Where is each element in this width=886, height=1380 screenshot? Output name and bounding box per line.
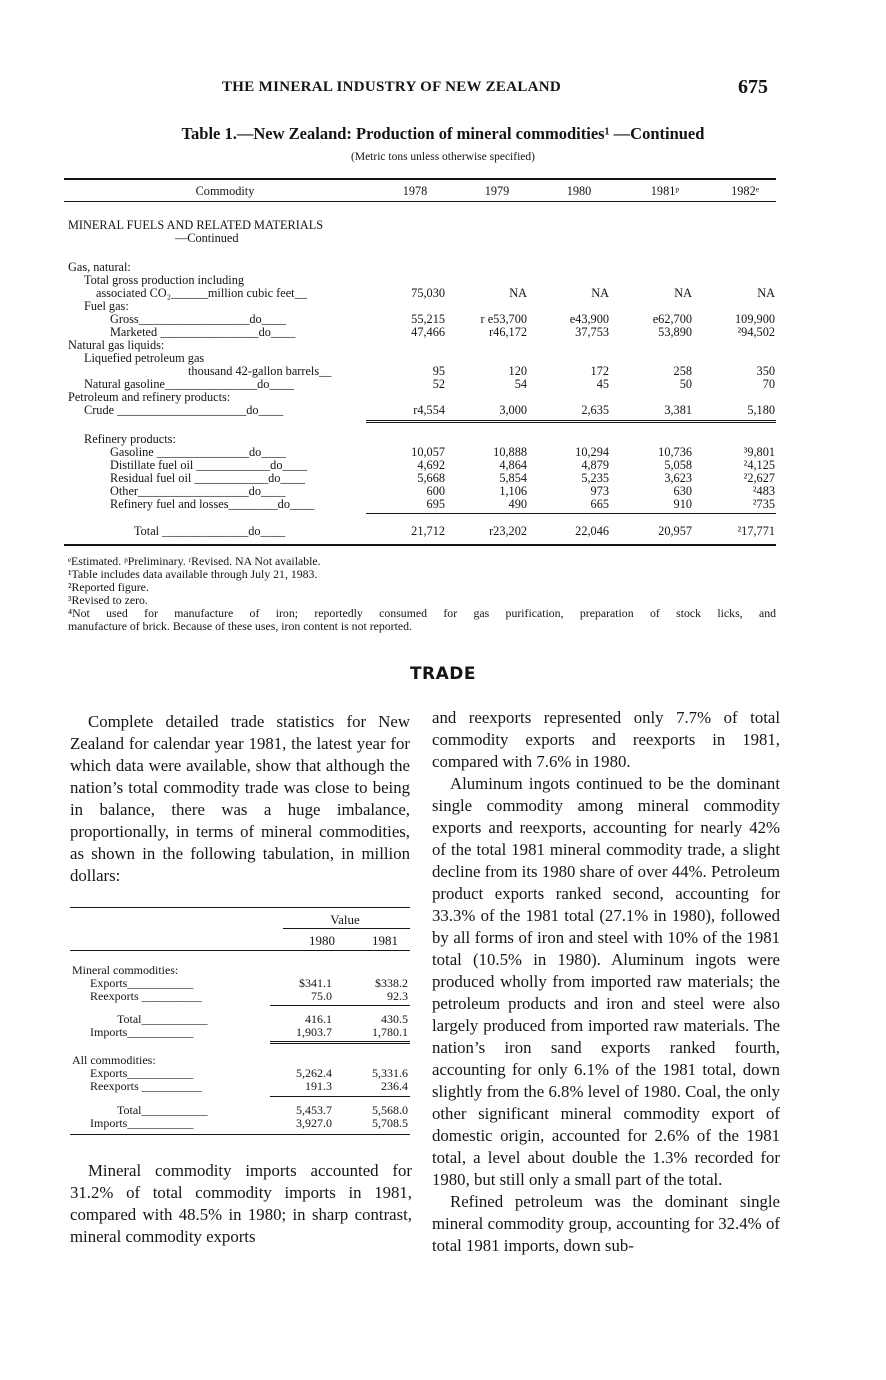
cell-gross-1981: e62,700 bbox=[652, 312, 692, 326]
small-a-total-1981: 5,568.0 bbox=[372, 1103, 408, 1117]
row-gasoline: Gasoline _______________do____ bbox=[110, 445, 286, 459]
cell-total-1981: 20,957 bbox=[658, 524, 692, 538]
small-m-total-1980: 416.1 bbox=[305, 1012, 332, 1026]
small-a-imports-1981: 5,708.5 bbox=[372, 1116, 408, 1130]
cell-lpg-1980: 172 bbox=[590, 364, 609, 378]
cell-natgas-1980: 45 bbox=[596, 377, 609, 391]
small-table-col-1981: 1981 bbox=[372, 933, 398, 948]
section-continued: —Continued bbox=[175, 231, 239, 245]
col-header-1982e: 1982ᵉ bbox=[731, 184, 759, 198]
cell-other-1980: 973 bbox=[590, 484, 609, 498]
row-total: Total ______________do____ bbox=[134, 524, 286, 538]
small-table-mineral: Mineral commodities: bbox=[72, 963, 179, 977]
small-m-total: Total___________ bbox=[117, 1012, 208, 1026]
row-residual: Residual fuel oil ____________do____ bbox=[110, 471, 306, 485]
small-a-subtotal-rule bbox=[270, 1096, 410, 1097]
cell-marketed-1980: 37,753 bbox=[575, 325, 609, 339]
page-number: 675 bbox=[738, 76, 768, 98]
cell-natgas-1982: 70 bbox=[762, 377, 775, 391]
cell-marketed-1982: ²94,502 bbox=[737, 325, 775, 339]
small-m-imports-1980: 1,903.7 bbox=[296, 1025, 332, 1039]
row-lpg-line2: thousand 42-gallon barrels__ bbox=[188, 364, 332, 378]
row-petroleum: Petroleum and refinery products: bbox=[68, 390, 231, 404]
footnote-3: ³Revised to zero. bbox=[68, 593, 148, 607]
small-m-double-rule bbox=[270, 1041, 410, 1044]
crude-double-rule bbox=[366, 420, 776, 423]
cell-total-1979: r23,202 bbox=[489, 524, 527, 538]
small-a-reexports-1981: 236.4 bbox=[381, 1079, 408, 1093]
small-table-col-1980: 1980 bbox=[309, 933, 335, 948]
cell-gross-1980: e43,900 bbox=[569, 312, 609, 326]
cell-total-gross-1979: NA bbox=[509, 286, 527, 300]
cell-other-1978: 600 bbox=[426, 484, 445, 498]
row-distillate: Distillate fuel oil ____________do____ bbox=[110, 458, 308, 472]
small-m-imports-1981: 1,780.1 bbox=[372, 1025, 408, 1039]
right-column bbox=[432, 707, 780, 1257]
row-gas-natural: Gas, natural: bbox=[68, 260, 131, 274]
col-header-commodity: Commodity bbox=[195, 184, 255, 198]
cell-distillate-1981: 5,058 bbox=[664, 458, 692, 472]
small-a-imports-1980: 3,927.0 bbox=[296, 1116, 332, 1130]
cell-lpg-1979: 120 bbox=[508, 364, 527, 378]
small-m-exports-1980: $341.1 bbox=[299, 976, 332, 990]
small-a-exports-1981: 5,331.6 bbox=[372, 1066, 408, 1080]
row-refinery-products: Refinery products: bbox=[84, 432, 176, 446]
small-a-total: Total___________ bbox=[117, 1103, 208, 1117]
cell-refuel-1978: 695 bbox=[426, 497, 445, 511]
cell-other-1982: ²483 bbox=[752, 484, 775, 498]
cell-total-gross-1978: 75,030 bbox=[411, 286, 445, 300]
small-a-reexports-1980: 191.3 bbox=[305, 1079, 332, 1093]
col-header-1978: 1978 bbox=[402, 184, 428, 198]
cell-natgas-1978: 52 bbox=[432, 377, 445, 391]
table-bottom-rule bbox=[64, 544, 776, 546]
cell-marketed-1981: 53,890 bbox=[658, 325, 692, 339]
small-m-exports: Exports___________ bbox=[90, 976, 194, 990]
row-lpg-line1: Liquefied petroleum gas bbox=[84, 351, 205, 365]
cell-lpg-1981: 258 bbox=[673, 364, 692, 378]
small-m-reexports-1981: 92.3 bbox=[387, 989, 408, 1003]
cell-total-1982: ²17,771 bbox=[737, 524, 775, 538]
row-fuel-gas: Fuel gas: bbox=[84, 299, 129, 313]
small-m-total-1981: 430.5 bbox=[381, 1012, 408, 1026]
cell-crude-1980: 2,635 bbox=[581, 403, 609, 417]
cell-gross-1979: r e53,700 bbox=[480, 312, 527, 326]
row-total-gross-line2: associated CO₂______million cubic feet__ bbox=[96, 286, 307, 300]
cell-other-1981: 630 bbox=[673, 484, 692, 498]
col-header-1981p: 1981ᵖ bbox=[650, 184, 680, 198]
footnote-4-cont: manufacture of brick. Because of these uses, iron content is not reported. bbox=[68, 619, 412, 633]
cell-refuel-1982: ²735 bbox=[752, 497, 775, 511]
paragraph-aluminum: Aluminum ingots continued to be the dominant single commodity among mineral commodity exports and reexports, accounting for nearly 42% of the total 1981 mineral commodity trade, a slight decline from its 1980 share of over 44%. Petroleum product exports ranked second, accounting for 33.3% of the 1981 total (27.1% in 1980), followed by all forms of iron and steel with 10% of the 1981 total (10.5% in 1980). Aluminum ingots were produced wholly from imported raw materials; the petroleum products and iron and steel were also largely produced from imported raw materials. The nation’s iron sand exports ranked fourth, accounting for only 6.1% of the 1981 total, down slightly from the 6.8% level of 1980. Coal, the only other significant mineral commodity export of domestic origin, accounted for 2.6% of the 1981 total, a level about double the 1.3% recorded for 1980, but still only a small part of the total. bbox=[432, 774, 780, 1189]
small-m-imports: Imports___________ bbox=[90, 1025, 194, 1039]
cell-gasoline-1981: 10,736 bbox=[658, 445, 692, 459]
running-head: THE MINERAL INDUSTRY OF NEW ZEALAND bbox=[222, 79, 562, 95]
small-a-total-1980: 5,453.7 bbox=[296, 1103, 332, 1117]
cell-total-1978: 21,712 bbox=[411, 524, 445, 538]
cell-crude-1979: 3,000 bbox=[499, 403, 527, 417]
small-m-reexports: Reexports __________ bbox=[90, 989, 202, 1003]
small-table-value-header: Value bbox=[330, 912, 360, 927]
total-rule bbox=[366, 513, 776, 514]
cell-gasoline-1980: 10,294 bbox=[575, 445, 609, 459]
row-total-gross-line1: Total gross production including bbox=[84, 273, 245, 287]
footnote-legend: ᵉEstimated. ᵖPreliminary. ʳRevised. NA Not available. bbox=[68, 554, 321, 568]
small-a-exports: Exports___________ bbox=[90, 1066, 194, 1080]
cell-other-1979: 1,106 bbox=[499, 484, 527, 498]
small-m-reexports-1980: 75.0 bbox=[311, 989, 332, 1003]
cell-natgas-1981: 50 bbox=[679, 377, 692, 391]
cell-refuel-1979: 490 bbox=[508, 497, 527, 511]
cell-crude-1982: 5,180 bbox=[747, 403, 775, 417]
cell-total-gross-1981: NA bbox=[674, 286, 692, 300]
cell-gross-1982: 109,900 bbox=[735, 312, 775, 326]
footnote-2: ²Reported figure. bbox=[68, 580, 149, 594]
cell-residual-1978: 5,668 bbox=[417, 471, 445, 485]
cell-total-1980: 22,046 bbox=[575, 524, 609, 538]
paragraph-reexports: and reexports represented only 7.7% of total commodity exports and reexports in 1981, compared with 7.6% in 1980. bbox=[432, 708, 780, 771]
small-a-exports-1980: 5,262.4 bbox=[296, 1066, 332, 1080]
cell-gasoline-1978: 10,057 bbox=[411, 445, 445, 459]
cell-distillate-1979: 4,864 bbox=[499, 458, 527, 472]
cell-gross-1978: 55,215 bbox=[411, 312, 445, 326]
row-ngl: Natural gas liquids: bbox=[68, 338, 165, 352]
cell-gasoline-1979: 10,888 bbox=[493, 445, 527, 459]
small-table-all: All commodities: bbox=[72, 1053, 156, 1067]
cell-refuel-1981: 910 bbox=[673, 497, 692, 511]
row-natural-gasoline: Natural gasoline_______________do____ bbox=[84, 377, 295, 391]
table-subtitle: (Metric tons unless otherwise specified) bbox=[351, 151, 535, 163]
paragraph-trade-intro: Complete detailed trade statistics for New Zealand for calendar year 1981, the latest year for which data were available, show that although the nation’s total commodity trade was close to being in balance, there was a huge imbalance, proportionally, in terms of mineral commodities, as shown in the following tabulation, in million dollars: bbox=[70, 712, 410, 885]
left-column-top bbox=[70, 711, 410, 887]
cell-total-gross-1982: NA bbox=[757, 286, 775, 300]
section-label: MINERAL FUELS AND RELATED MATERIALS bbox=[68, 218, 324, 232]
cell-marketed-1978: 47,466 bbox=[411, 325, 445, 339]
table-top-rule bbox=[64, 178, 776, 180]
row-marketed: Marketed ________________do____ bbox=[110, 325, 296, 339]
small-table-value-rule bbox=[283, 928, 410, 929]
cell-lpg-1978: 95 bbox=[432, 364, 445, 378]
cell-distillate-1982: ²4,125 bbox=[743, 458, 775, 472]
small-table-top-rule bbox=[70, 907, 410, 908]
row-refinery-fuel: Refinery fuel and losses________do____ bbox=[110, 497, 315, 511]
footnote-4: ⁴Not used for manufacture of iron; reportedly consumed for gas purification, preparation of stock licks, and bbox=[68, 606, 776, 620]
section-heading-trade: TRADE bbox=[409, 664, 477, 684]
cell-residual-1982: ²2,627 bbox=[743, 471, 775, 485]
small-a-reexports: Reexports __________ bbox=[90, 1079, 202, 1093]
cell-marketed-1979: r46,172 bbox=[489, 325, 527, 339]
cell-distillate-1978: 4,692 bbox=[417, 458, 445, 472]
paragraph-refined-petroleum: Refined petroleum was the dominant single mineral commodity group, accounting for 32.4% of total 1981 imports, down sub- bbox=[432, 1192, 780, 1255]
table-header-rule bbox=[64, 201, 776, 202]
cell-total-gross-1980: NA bbox=[591, 286, 609, 300]
cell-residual-1979: 5,854 bbox=[499, 471, 527, 485]
small-m-subtotal-rule bbox=[270, 1005, 410, 1006]
cell-residual-1981: 3,623 bbox=[664, 471, 692, 485]
small-m-exports-1981: $338.2 bbox=[375, 976, 408, 990]
cell-lpg-1982: 350 bbox=[756, 364, 775, 378]
cell-crude-1978: r4,554 bbox=[413, 403, 445, 417]
cell-residual-1980: 5,235 bbox=[581, 471, 609, 485]
cell-natgas-1979: 54 bbox=[514, 377, 527, 391]
paragraph-imports: Mineral commodity imports accounted for 31.2% of total commodity imports in 1981, compared with 48.5% in 1980; in sharp contrast, mineral commodity exports bbox=[70, 1161, 412, 1246]
small-a-imports: Imports___________ bbox=[90, 1116, 194, 1130]
row-crude: Crude _____________________do____ bbox=[84, 403, 284, 417]
cell-crude-1981: 3,381 bbox=[664, 403, 692, 417]
cell-gasoline-1982: ³9,801 bbox=[743, 445, 775, 459]
table-title: Table 1.—New Zealand: Production of mineral commodities¹ —Continued bbox=[181, 124, 705, 143]
cell-refuel-1980: 665 bbox=[590, 497, 609, 511]
row-other: Other__________________do____ bbox=[110, 484, 286, 498]
row-gross: Gross__________________do____ bbox=[110, 312, 287, 326]
footnote-1: ¹Table includes data available through July 21, 1983. bbox=[68, 567, 318, 581]
col-header-1980: 1980 bbox=[566, 184, 592, 198]
small-table-bottom-rule bbox=[70, 1134, 410, 1135]
small-table-header-rule bbox=[70, 950, 410, 951]
col-header-1979: 1979 bbox=[484, 184, 510, 198]
left-column-bottom bbox=[70, 1160, 412, 1248]
cell-distillate-1980: 4,879 bbox=[581, 458, 609, 472]
